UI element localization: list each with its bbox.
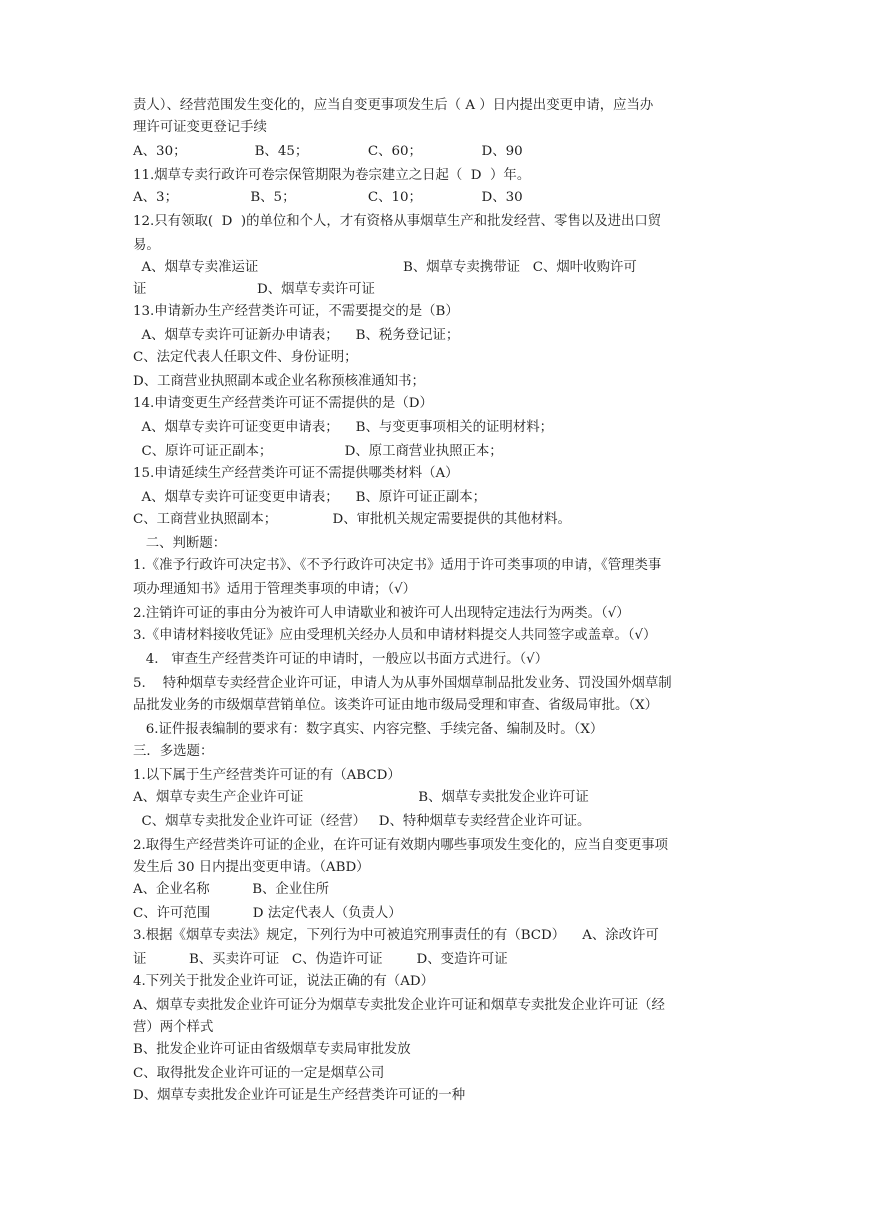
text-line: D、工商营业执照副本或企业名称预核准通知书； bbox=[133, 374, 425, 389]
text-line: 三．多选题： bbox=[133, 744, 214, 759]
text-line: A、烟草专卖许可证变更申请表； B、与变更事项相关的证明材料； bbox=[133, 420, 553, 435]
text-line: A、烟草专卖许可证变更申请表； B、原许可证正副本； bbox=[133, 490, 487, 505]
text-line: 易。 bbox=[133, 238, 160, 253]
text-line: 2.取得生产经营类许可证的企业，在许可证有效期内哪些事项发生变化的，应当自变更事项 bbox=[133, 838, 669, 853]
text-line: 证 D、烟草专卖许可证 bbox=[133, 282, 375, 297]
text-line: 13.申请新办生产经营类许可证，不需要提交的是（B） bbox=[133, 304, 459, 319]
text-line: 2.注销许可证的事由分为被许可人申请歇业和被许可人出现特定违法行为两类。（√） bbox=[133, 606, 630, 621]
text-line: B、批发企业许可证由省级烟草专卖局审批发放 bbox=[133, 1042, 411, 1057]
text-line: 3.《申请材料接收凭证》应由受理机关经办人员和申请材料提交人共同签字或盖章。（√） bbox=[133, 628, 657, 643]
text-line: 项办理通知书》适用于管理类事项的申请；（√） bbox=[133, 582, 417, 597]
text-line: C、许可范围 D 法定代表人（负责人） bbox=[133, 906, 402, 921]
text-line: 14.申请变更生产经营类许可证不需提供的是（D） bbox=[133, 396, 433, 411]
text-line: 4.下列关于批发企业许可证，说法正确的有（AD） bbox=[133, 974, 434, 989]
text-line: 4. 审查生产经营类许可证的申请时，一般应以书面方式进行。（√） bbox=[133, 652, 549, 667]
text-line: 责人）、经营范围发生变化的，应当自变更事项发生后（ A ）日内提出变更申请，应当办 bbox=[133, 98, 654, 113]
text-line: 15.申请延续生产经营类许可证不需提供哪类材料（A） bbox=[133, 466, 459, 481]
text-line: 品批发业务的市级烟草营销单位。该类许可证由地市级局受理和审查、省级局审批。（X） bbox=[133, 698, 659, 713]
text-line: 证 B、买卖许可证 C、伪造许可证 D、变造许可证 bbox=[133, 952, 508, 967]
text-line: A、烟草专卖准运证 B、烟草专卖携带证 C、烟叶收购许可 bbox=[133, 260, 637, 275]
text-line: 二、判断题： bbox=[133, 536, 227, 551]
text-line: 6.证件报表编制的要求有：数字真实、内容完整、手续完备、编制及时。（X） bbox=[133, 722, 604, 737]
text-line: 12.只有领取( D )的单位和个人，才有资格从事烟草生产和批发经营、零售以及进出口贸 bbox=[133, 214, 662, 229]
text-line: C、工商营业执照副本； D、审批机关规定需要提供的其他材料。 bbox=[133, 512, 571, 527]
text-line: A、3； B、5； C、10； D、30 bbox=[133, 190, 523, 205]
text-line: 1.以下属于生产经营类许可证的有（ABCD） bbox=[133, 768, 401, 783]
text-line: 营）两个样式 bbox=[133, 1020, 214, 1035]
text-line: 11.烟草专卖行政许可卷宗保管期限为卷宗建立之日起（ D ）年。 bbox=[133, 168, 531, 183]
text-line: 5. 特种烟草专卖经营企业许可证，申请人为从事外国烟草制品批发业务、罚没国外烟草制 bbox=[133, 676, 672, 691]
text-line: A、30； B、45； C、60； D、90 bbox=[133, 144, 523, 159]
text-line: 理许可证变更登记手续 bbox=[133, 120, 267, 135]
text-line: D、烟草专卖批发企业许可证是生产经营类许可证的一种 bbox=[133, 1088, 466, 1103]
text-line: A、企业名称 B、企业住所 bbox=[133, 882, 329, 897]
text-line: A、烟草专卖许可证新办申请表； B、税务登记证； bbox=[133, 328, 460, 343]
text-line: C、烟草专卖批发企业许可证（经营） D、特种烟草专卖经营企业许可证。 bbox=[133, 814, 591, 829]
text-line: A、烟草专卖生产企业许可证 B、烟草专卖批发企业许可证 bbox=[133, 790, 589, 805]
text-line: 发生后 30 日内提出变更申请。（ABD） bbox=[133, 860, 370, 875]
text-line: A、烟草专卖批发企业许可证分为烟草专卖批发企业许可证和烟草专卖批发企业许可证（经 bbox=[133, 998, 665, 1013]
text-line: C、法定代表人任职文件、身份证明； bbox=[133, 350, 358, 365]
text-line: C、取得批发企业许可证的一定是烟草公司 bbox=[133, 1066, 385, 1081]
text-line: 1.《准予行政许可决定书》、《不予行政许可决定书》适用于许可类事项的申请，《管理类事 bbox=[133, 558, 662, 573]
text-line: 3.根据《烟草专卖法》规定，下列行为中可被追究刑事责任的有（BCD） A、涂改许可 bbox=[133, 928, 659, 943]
text-line: C、原许可证正副本； D、原工商营业执照正本； bbox=[133, 444, 503, 459]
